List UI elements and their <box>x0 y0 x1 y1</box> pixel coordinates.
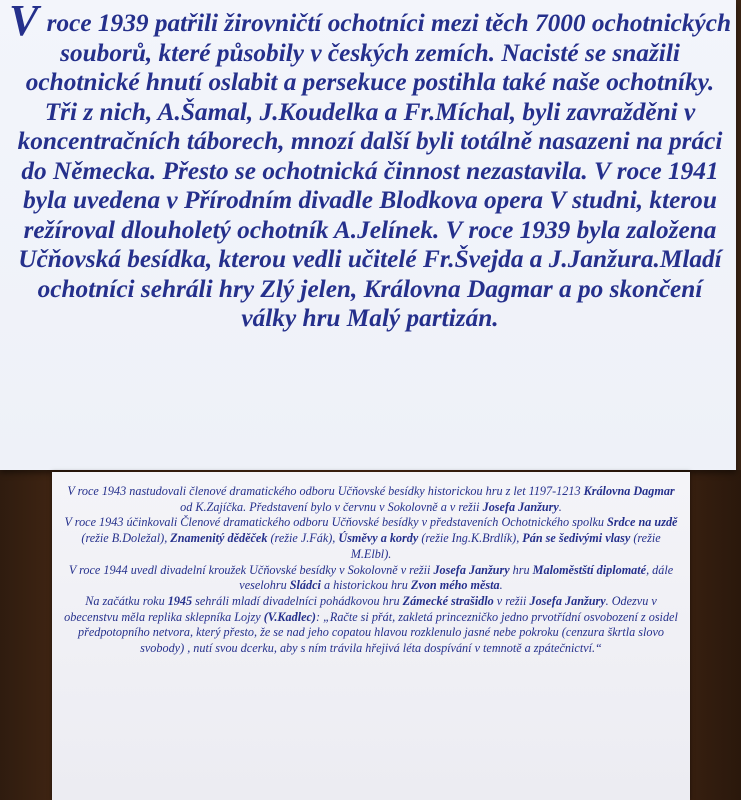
bottom-poster-text <box>62 484 680 657</box>
paragraph-1943-ochotnicky-spolek <box>62 515 680 562</box>
bottom-poster <box>52 472 690 800</box>
actor-name: (V.Kadlec) <box>263 609 316 624</box>
play-title: Zvon mého města <box>410 578 500 593</box>
director-name: Josefa Janžury <box>433 562 510 577</box>
text-run: V roce 1943 nastudovali členové dramatického odboru Učňovské besídky historickou hru z let 1197-1213 <box>67 484 584 498</box>
text-run: Na začátku roku <box>85 593 168 608</box>
text-run: v režii <box>493 593 530 608</box>
play-title: Maloměstští diplomaté <box>532 562 647 577</box>
play-title: Pán se šedivými vlasy <box>522 531 631 546</box>
text-run: . <box>499 578 503 593</box>
director-name: Josefa Janžury <box>482 499 559 514</box>
play-title: Srdce na uzdě <box>607 515 678 530</box>
text-run: a historickou hru <box>320 578 411 593</box>
text-run: (režie M.Elbl). <box>350 531 661 561</box>
text-run: (režie J.Fák), <box>267 531 339 546</box>
paragraph-1943-dagmar <box>62 484 680 515</box>
quote: : „Račte si přát, zakletá princezničko jedno prvotřídní osvobození z osidel předpotopního netvora, který přesto, že se nad jeho copatou hlavou rozklenulo jasné nebe pokroku (cenzura škrtla slovo svobody) , nutí svou dcerku, aby s ním trávila hřejivá léta dospívání v temnotě a zpátečnictví.“ <box>77 609 678 656</box>
text-run: . <box>558 499 562 514</box>
play-title: Sládci <box>289 578 321 593</box>
text-run: od K.Zajíčka. Představení bylo v červnu v Sokolovně a v režii <box>180 499 483 514</box>
text-run: (režie Ing.K.Brdlík), <box>418 531 523 546</box>
text-run: (režie B.Doležal), <box>81 531 171 546</box>
play-title: Královna Dagmar <box>583 484 675 498</box>
top-poster-body: roce 1939 patřili žirovničtí ochotníci mezi těch 7000 ochotnických souborů, které působily v českých zemích. Nacisté se snažili ochotnické hnutí oslabit a persekuce postihla také naše ochotníky. Tři z nich, A.Šamal, J.Koudelka a Fr.Míchal, byli zavražděni v koncentračních táborech, mnozí další byli totálně nasazeni na práci do Německa. Přesto se ochotnická činnost nezastavila. V roce 1941 byla uvedena v Přírodním divadle Blodkova opera V studni, kterou režíroval dlouholetý ochotník A.Jelínek. V roce 1939 byla založena Učňovská besídka, kterou vedli učitelé Fr.Švejda a J.Janžura.Mladí ochotníci sehráli hry Zlý jelen, Královna Dagmar a po skončení války hru Malý partizán. <box>17 9 732 332</box>
text-run: hru <box>509 562 533 577</box>
play-title: Znamenitý děděček <box>170 531 268 546</box>
paragraph-1944 <box>62 563 680 594</box>
year: 1945 <box>167 593 193 608</box>
drop-cap: V <box>8 0 39 45</box>
play-title: Zámecké strašidlo <box>402 593 494 608</box>
text-run: . Odezvu v obecenstvu měla replika sklepníka Lojzy <box>64 593 657 624</box>
text-run: , dále veselohru <box>239 562 674 593</box>
play-title: Úsměvy a kordy <box>338 531 419 546</box>
text-run: sehráli mladí divadelníci pohádkovou hru <box>192 593 403 608</box>
top-poster-text <box>8 0 732 334</box>
text-run: V roce 1943 účinkovali Členové dramatického odboru Učňovské besídky v představeních Ochotnického spolku <box>64 515 608 530</box>
director-name: Josefa Janžury <box>529 593 606 608</box>
paragraph-1945 <box>62 594 680 657</box>
text-run: V roce 1944 uvedl divadelní kroužek Učňovské besídky v Sokolovně v režii <box>68 562 434 577</box>
